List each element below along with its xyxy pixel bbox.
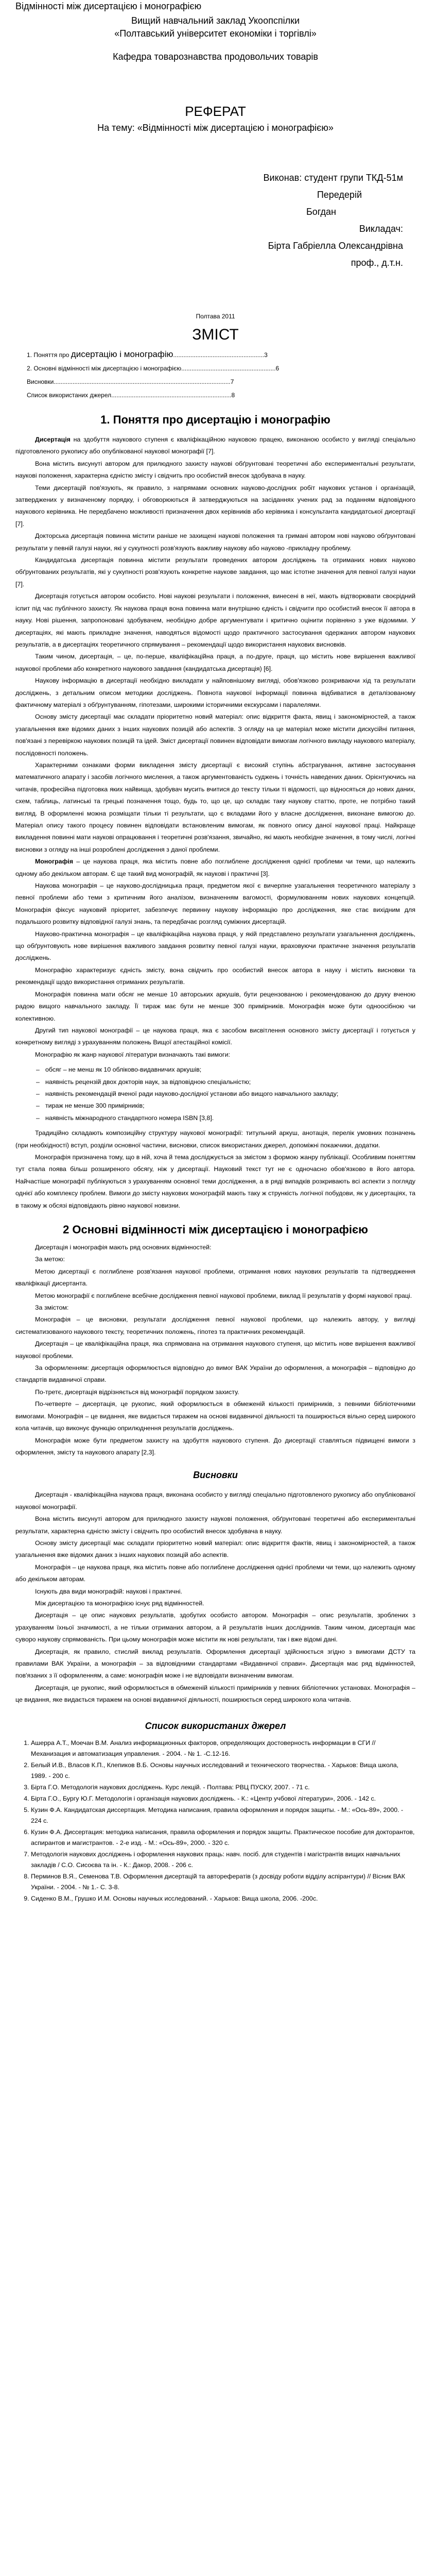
document-page	[0, 1, 436, 2576]
paragraph: Таким чином, дисертація, – це, по-перше, кваліфікаційна праця, а по-друге, праця, що містить нове вирішення важливої наукової проблеми або конкретного наукового завдання (кандидатська дисертація) [6].	[15, 653, 415, 672]
performer-surname: Передерій	[317, 190, 362, 200]
paragraph: Монографія призначена тому, що в ній, хоча й тема досліджується за змістом з формою жанру публікації. Особливим поняттям тут стала поява більш розширеного обсягу, ніж у дисертації. Науковий текст тут не є одночасно обов'язково в його автора. Найчастіше монографії публікуються з урахуванням основної теми дослідження, а в ряді випадків розкривають всі аспекти з погляду однієї або комплексу проблем. Вимоги до змісту наукових монографій мають таку ж стрункість логічної побудови, як у дисертаціях, та в такому ж обсязі відповідають рівню наукової новизни.	[15, 1153, 415, 1209]
monograph-requirements-list	[15, 1064, 415, 1124]
list-item: – наявність рекомендацій вченої ради науково-дослідної установи або вищого навчального закладу;	[45, 1088, 415, 1100]
paragraph: По-третє, дисертація відрізняється від монографії порядком захисту.	[35, 1388, 239, 1396]
reference-item: 5. Кузин Ф.А. Кандидатская диссертация. Методика написания, правила оформления и порядок защиты. - М.: «Ось-89», 2000. - 224 с.	[31, 1805, 415, 1826]
paragraph: Дисертація, це рукопис, який оформлюється в обмеженій кількості примірників у певних бібліотечних установах. Монографія – це видання, яке видається тиражем на основі видавничої діяльності, поширюється серед широкого кола читачів.	[15, 1684, 415, 1704]
toc-item[interactable]: 2. Основні відмінності між дисертацією і монографією.......................................................6	[27, 365, 280, 372]
document-header-title: Відмінності між дисертацією і монографією	[15, 1, 202, 11]
toc-item[interactable]: Висновки.......................................................................................................7	[27, 378, 234, 385]
paragraph: Дисертація на здобуття наукового ступеня є кваліфікаційною науковою працею, виконаною особисто у вигляді спеціально підготовленого рукопису або опублікованої наукової монографії [7].	[15, 436, 415, 455]
conclusions-heading: Висновки	[193, 1470, 238, 1481]
references-list	[15, 1738, 415, 1904]
performer-label: Виконав: студент групи ТКД-51м	[263, 173, 403, 183]
paragraph: Дисертація, як правило, стислий виклад результатів. Оформлення дисертації здійснюється згідно з вимогами ДСТУ та правилами ВАК України, а монографія – за відповідними стандартами «Видавничої справи». Дисертація має ряд відмінностей, пов'язаних з її оформленням, а саме: монографія може і не відповідати визначеним вимогам.	[15, 1648, 415, 1680]
reference-item: 4. Бірта Г.О., Бургу Ю.Г. Методологія і організація наукових досліджень. - К.: «Центр учбової літератури», 2006. - 142 с.	[31, 1793, 415, 1804]
paragraph: Вона містить висунуті автором для прилюдного захисту наукові положення, обґрунтовані теоретичні або експериментальні результати, характерна єдністю змісту і свідчить про особистий внесок здобувача в науку.	[15, 1515, 415, 1535]
department-name: Кафедра товарознавства продовольчих товарів	[113, 52, 318, 62]
reference-item: 1. Ашерра А.Т., Моечан В.М. Анализ информационных факторов, определяющих достоверность информации в СГИ // Механизация и автоматизация управления. - 2004. - № 1. -С.12-16.	[31, 1738, 415, 1759]
paragraph: По-четверте – дисертація, це рукопис, який оформлюється в обмеженій кількості примірників, з певними бібліотечними вимогами. Монографія – це видання, яке видається тиражем на основі видавничої діяльності та поширюється вільно серед широкого кола читачів, що виконує функцію оприлюднення результатів досліджень.	[15, 1400, 415, 1432]
paragraph: Традиційно складають композиційну структуру наукової монографії: титульний аркуш, анотація, перелік умовних позначень (при необхідності) вступ, розділи основної частини, висновки, список використаних джерел, допоміжні покажчики, додатки.	[15, 1129, 415, 1149]
institution-name-line1: Вищий навчальний заклад Укоопспілки	[131, 15, 300, 26]
referat-heading: РЕФЕРАТ	[185, 104, 246, 119]
paragraph: Кандидатська дисертація повинна містити результати проведених автором досліджень та отриманих нових науково обґрунтованих результатів, які у сукупності розв'язують конкретне наукове завдання, що має істотне значення для певної галузі науки [7].	[15, 556, 415, 588]
paragraph: Монографія може бути предметом захисту на здобуття наукового ступеня. До дисертації ставляться підвищені вимоги з оформлення, змісту та наукового апарату [2,3].	[15, 1436, 415, 1456]
section1-body	[15, 434, 415, 1212]
list-item: – обсяг – не менш як 10 обліково-видавничих аркушів;	[45, 1064, 415, 1076]
table-of-contents	[15, 348, 415, 402]
teacher-name: Бірта Габріелла Олександрівна	[268, 241, 403, 251]
paragraph: Характерними ознаками форми викладення змісту дисертації є високий ступінь абстрагування, активне застосування математичного апарату і засобів логічного мислення, а також аргументованість суджень і точність наведених даних. Орієнтуючись на читачів, професійна підготовка яких найвища, здобувач мусить вчитися до тексту тільки ті відомості, що відносяться до нових даних, схем, таблиць, латинські та грецькі позначення тощо, будь то, що це, що складає таку наукову статтю, проте, не потрібно такий вигляд. В оформленні можна розміщати тільки ті результати, що є вкладами його у власне дослідження, виконане вимогою до. Матеріал опису такого процесу повинен відповідати встановленим вимогам, як повного опису даної наукової праці. Найкраще викладення повинні мати наукові опрацювання і теоретичні розв'язання, звичайно, які мають необхідне значення, в тому числі, логічні висновки з огляду на інші розроблені дослідження з даної проблеми.	[15, 761, 415, 853]
paragraph: Між дисертацією та монографією існує ряд відмінностей.	[35, 1599, 204, 1607]
author-block	[15, 170, 415, 272]
list-item: – наявність рецензій двох докторів наук, за відповідною спеціальністю;	[45, 1076, 415, 1088]
reference-item: 6. Кузин Ф.А. Диссертация: методика написания, правила оформления и порядок защиты. Практическое пособие для докторантов, аспирантов и магистрантов. - 2-е изд. - М.: «Ось-89», 2000. - 320 с.	[31, 1827, 415, 1849]
paragraph: Монографію характеризує єдність змісту, вона свідчить про особистий внесок автора в науку і містить висновки та рекомендації щодо використання отриманих результатів.	[15, 966, 415, 986]
list-item: – наявність міжнародного стандартного номера ISBN [3,8].	[45, 1112, 415, 1124]
paragraph: Наукова монографія – це науково-дослідницька праця, предметом якої є вичерпне узагальнення теоретичного матеріалу з певної проблеми або теми з критичним його аналізом, визначенням вагомості, формулюванням нових наукових концепцій. Монографія фіксує науковий пріоритет, забезпечує первинну наукову інформацію про дослідження, яке стає вихідним для подальшого розвитку відповідної галузі знань, та передбачає розгляд суміжних дисертацій.	[15, 882, 415, 926]
paragraph: Монографію як жанр наукової літератури визначають такі вимоги:	[35, 1050, 230, 1058]
toc-item[interactable]: Список використаних джерел......................................................................8	[27, 392, 235, 399]
paragraph: Метою дисертації є поглиблене розв'язання наукової проблеми, отримання нових наукових результатів та підтвердження кваліфікації дисертанта.	[15, 1267, 415, 1287]
paragraph: За змістом:	[35, 1304, 69, 1312]
paragraph: Дисертація - кваліфікаційна наукова праця, виконана особисто у вигляді спеціально підготовленого рукопису або опублікованої наукової монографії.	[15, 1491, 415, 1511]
paragraph: Наукову інформацію в дисертації необхідно викладати у найповнішому вигляді, обов'язково розкриваючи хід та результати досліджень, з детальним описом методики досліджень. Повнота наукової інформації повинна відбиватися в деталізованому фактичному матеріалі з обґрунтуванням, гіпотезами, широкими історичними екскурсами і паралелями.	[15, 677, 415, 708]
paragraph: Дисертація – це опис наукових результатів, здобутих особисто автором. Монографія – опис результатів, зроблених з урахуванням їхньої значимості, а не тільки отриманих автором, а й результатів інших дослідників. Таким чином, дисертація має суворо наукову спрямованість. При цьому монографія може містити як нові результати, так і вже відомі дані.	[15, 1612, 415, 1643]
institution-name-line2: «Полтавський університет економіки і торгівлі»	[114, 28, 317, 39]
conclusions-body	[15, 1489, 415, 1706]
reference-item: 8. Перминов В.Я., Семенова Т.В. Оформлення дисертацій та авторефератів (з досвіду роботи відділу аспірантури) // Вісник ВАК України. - 2004. - № 1.- С. 3-8.	[31, 1871, 415, 1893]
paragraph: Вона містить висунуті автором для прилюдного захисту наукові обґрунтовані теоретичні або експериментальні результати, наукові положення, характерна єдністю змісту і свідчить про особистий внесок здобувача в науку.	[15, 460, 415, 480]
teacher-degree: проф., д.т.н.	[351, 258, 403, 268]
performer-name: Богдан	[306, 207, 336, 217]
paragraph: Основу змісту дисертації має складати пріоритетно новий матеріал: опис відкриття фактів, явищ і закономірностей, а також узагальнення вже відомих даних з інших наукових позицій або аспектів.	[15, 1539, 415, 1559]
paragraph: Монографія повинна мати обсяг не менше 10 авторських аркушів, бути рецензованою і рекомендованою до друку вченою радою вищого навчального закладу. Її тираж має бути не менше 300 примірників. Монографія може бути одноосібною чи колективною.	[15, 990, 415, 1022]
reference-item: 3. Бірта Г.О. Методологія наукових досліджень. Курс лекцій. - Полтава: РВЦ ПУСКУ, 2007. - 71 с.	[31, 1782, 415, 1793]
section2-body	[15, 1242, 415, 1459]
city-year: Полтава 2011	[196, 313, 235, 320]
references-heading: Список використаних джерел	[145, 1720, 286, 1731]
section2-heading: 2 Основні відмінності між дисертацією і монографією	[63, 1223, 368, 1236]
paragraph: Основу змісту дисертації має складати пріоритетно новий матеріал: опис відкриття факта, явищ і закономірностей, а також узагальнення вже відомих даних з інших наукових позицій або аспектів. З огляду на це матеріал може містити дискусійні питання, пов'язані з перевіркою наукових позицій та ідей. Зміст дисертації повинен відповідати вимогам логічного викладу наукового матеріалу, послідовності положень.	[15, 713, 415, 757]
paragraph: Монографія – це наукова праця, яка містить повне або поглиблене дослідження однієї проблеми чи теми, що належить одному або декільком авторам. Є ще такий вид монографій, як наукові і практичні [3].	[15, 858, 415, 877]
paragraph: Другий тип наукової монографії – це наукова праця, яка є засобом висвітлення основного змісту дисертації і готується у конкретному вигляді з урахуванням положень Вищої атестаційної комісії.	[15, 1026, 415, 1046]
paragraph: Науково-практична монографія – це кваліфікаційна наукова праця, у якій представлено результати узагальнення досліджень, що обґрунтовують нове вирішення важливого завдання розвитку певної галузі науки, враховуючи практичне значення результатів досліджень.	[15, 930, 415, 962]
paragraph: Дисертація – це кваліфікаційна праця, яка спрямована на отримання наукового ступеня, що містить нове вирішення важливої наукової проблеми.	[15, 1340, 415, 1360]
teacher-label: Викладач:	[359, 224, 403, 234]
reference-item: 7. Методологія наукових досліджень і оформлення наукових праць: навч. посіб. для студентів і магістрантів вищих навчальних закладів / С.О. Сисоєва та ін. - К.: Дакор, 2008. - 206 с.	[31, 1849, 415, 1871]
paragraph: Існують два види монографій: наукові і практичні.	[35, 1587, 182, 1595]
paragraph: За оформленням: дисертація оформлюється відповідно до вимог ВАК України до оформлення, а монографія – відповідно до стандартів видавничої справи.	[15, 1364, 415, 1384]
reference-item: 2. Белый И.В., Власов К.П., Клепиков В.Б. Основы научных исследований и технического творчества. - Харьков: Вища школа, 1989. - 200 с.	[31, 1760, 415, 1782]
toc-item[interactable]: 1. Поняття про дисертацію і монографію.....................................................3	[27, 349, 268, 359]
paragraph: За метою:	[35, 1256, 65, 1263]
reference-item: 9. Сиденко В.М., Грушко И.М. Основы научных исследований. - Харьков: Вища школа, 2006. -200с.	[31, 1893, 415, 1904]
paragraph: Метою монографії є поглиблене всебічне дослідження певної наукової проблеми, виклад її результатів у формі наукової праці.	[35, 1292, 412, 1299]
paragraph: Дисертація і монографія мають ряд основних відмінностей:	[35, 1244, 212, 1251]
paragraph: Дисертація готується автором особисто. Нові наукові результати і положення, винесені в неї, мають відтворювати своєрідний іспит під час публічного захисту. Як наукова праця вона повинна мати внутрішню єдність і свідчити про особистий внесок її автора в науку. Нові рішення, запропоновані здобувачем, необхідно добре аргументувати і критично оцінити порівняно з уже відомими. У дисертаціях, які мають прикладне значення, наводяться відомості щодо практичного застосування одержаних автором наукових результатів, а в дисертаціях теоретичного спрямування – рекомендації щодо використання наукових висновків.	[15, 592, 415, 648]
paragraph: Монографія – це наукова праця, яка містить повне або поглиблене дослідження однієї проблеми чи теми, що належить одному або декільком авторам.	[15, 1563, 415, 1583]
list-item: – тираж не менше 300 примірників;	[45, 1100, 415, 1112]
paragraph: Теми дисертацій пов'язують, як правило, з напрямами основних науково-дослідних робіт наукових установ і організацій, затверджених у визначеному порядку, і обговорюються й затверджуються на засіданнях учених рад за поданням відповідного наукового керівника. Не передбачено можливості призначення двох керівників або керівника і консультанта кандидатської дисертації [7].	[15, 484, 415, 528]
paragraph: Докторська дисертація повинна містити раніше не захищені наукові положення та гримані автором нові науково обґрунтовані результати у певній галузі науки, які у сукупності розв'язують важливу наукову або науково -прикладну проблему.	[15, 532, 415, 552]
paragraph: Монографія – це висновки, результати дослідження певної наукової проблеми, що належить автору, у вигляді систематизованого наукового тексту, теоретичних положень, гіпотез та практичних рекомендацій.	[15, 1316, 415, 1335]
section1-heading: 1. Поняття про дисертацію і монографію	[100, 413, 330, 426]
referat-topic: На тему: «Відмінності між дисертацією і монографією»	[97, 123, 334, 133]
toc-heading: ЗМІСТ	[192, 326, 239, 343]
